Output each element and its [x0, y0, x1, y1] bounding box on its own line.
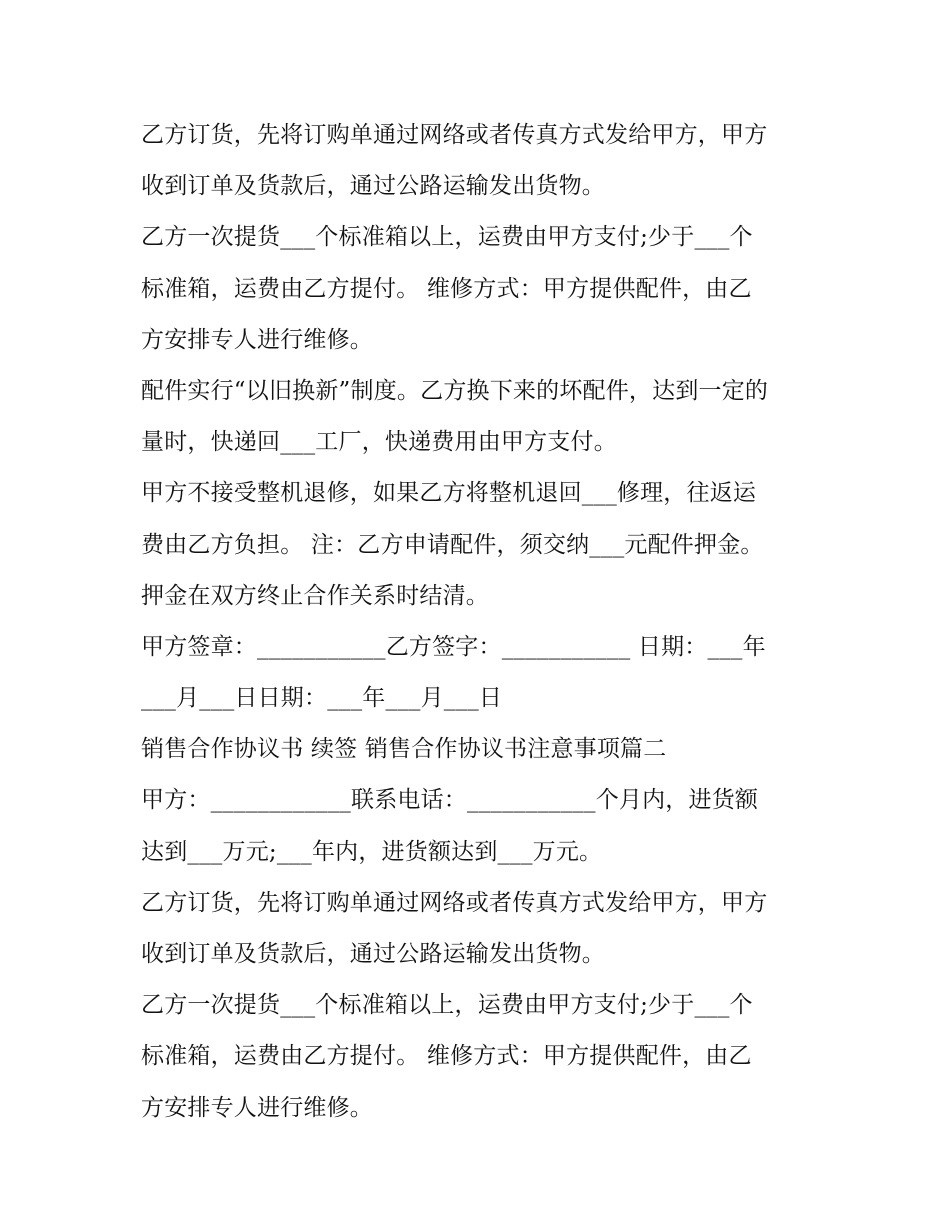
text-line: 方安排专人进行维修。 — [141, 326, 373, 353]
text-line: 方安排专人进行维修。 — [141, 1094, 373, 1121]
text-line: 达到___万元;___年内，进货额达到___万元。 — [141, 838, 603, 865]
text-line: 量时，快递回___工厂，快递费用由甲方支付。 — [141, 429, 617, 456]
text-line: 收到订单及货款后，通过公路运输发出货物。 — [141, 941, 605, 967]
text-line: 标准箱，运费由乙方提付。 维修方式：甲方提供配件，由乙 — [141, 1043, 752, 1070]
text-line: 甲方：____________联系电话：___________个月内，进货额 — [141, 787, 759, 814]
text-line: 收到订单及货款后，通过公路运输发出货物。 — [141, 173, 605, 200]
text-line: 乙方一次提货___个标准箱以上，运费由甲方支付;少于___个 — [141, 224, 753, 251]
text-line: 甲方不接受整机退修，如果乙方将整机退回___修理，往返运 — [141, 480, 757, 507]
text-line: 押金在双方终止合作关系时结清。 — [141, 582, 489, 609]
document-body — [141, 110, 821, 1134]
text-line: 配件实行“以旧换新”制度。乙方换下来的坏配件，达到一定的 — [141, 377, 769, 404]
text-line: 费由乙方负担。 注：乙方申请配件，须交纳___元配件押金。 — [141, 531, 764, 558]
section-heading: 销售合作协议书 续签 销售合作协议书注意事项篇二 — [141, 736, 667, 763]
text-line: 乙方订货，先将订购单通过网络或者传真方式发给甲方，甲方 — [141, 122, 768, 148]
text-line: 乙方一次提货___个标准箱以上，运费由甲方支付;少于___个 — [141, 992, 753, 1019]
text-line: 乙方订货，先将订购单通过网络或者传真方式发给甲方，甲方 — [141, 889, 768, 916]
date-line: ___月___日日期：___年___月___日 — [141, 685, 503, 712]
signature-line: 甲方签章：___________乙方签字：___________ 日期：___年 — [141, 633, 766, 660]
text-line: 标准箱，运费由乙方提付。 维修方式：甲方提供配件，由乙 — [141, 275, 752, 302]
